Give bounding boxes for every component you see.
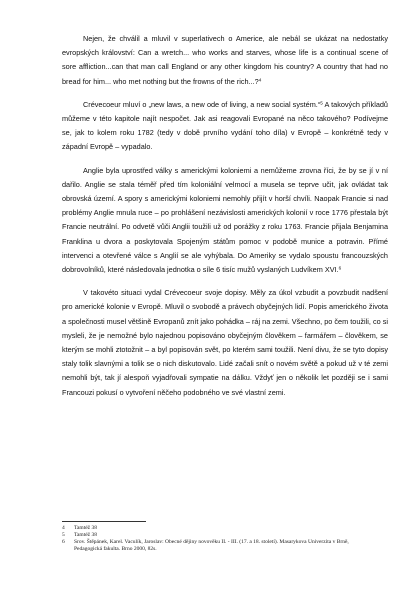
footnote-6	[62, 539, 372, 553]
footnote-ref-6[interactable]: 6	[338, 265, 342, 271]
paragraph-3	[62, 164, 388, 278]
paragraph-2-tail: A takových příkladů můžeme v této kapitole najít nespočet. Jak asi reagovali Evropané na něco takového? Podívejme se, jak to kolem roku 1782 (tedy v době prvního vydání toho díla) v Evropě – konkrétně tedy v západní Evropě – vypadalo.	[62, 99, 388, 152]
paragraph-2	[62, 98, 388, 155]
paragraph-4-text: V takovéto situaci vydal Crévecoeur svoje dopisy. Měly za úkol vzbudit a povzbudit nadšení pro americké kolonie v Evropě. Mluvil o svobodě a právech obyčejných lidí. Popis amerického života a společnosti musel většině Evropanů znít jako pohádka – ráj na zemi. Všechno, po čem toužili, co si mysleli, že je nemožné bylo najednou popisováno obyčejným člověkem – farmářem – člověkem, se kterým se mohli ztotožnit – a byl popisován svět, po kterém sami toužili. Není divu, že se tyto dopisy staly tolik slavnými a tolik se o nich diskutovalo. Lidé začali snít o novém světě a pokud už v té zemi nemohli být, tak jí alespoň vyjadřovali sympatie na dálku. Vždyť jen o několik let později se i sami Francouzi pokusí o vytvoření něčeho podobného ve své vlastní zemi.	[62, 288, 388, 397]
footnote-number: 6	[62, 539, 65, 545]
paragraph-3-text: Anglie byla uprostřed války s americkými koloniemi a nemůžeme zrovna říci, že by se jí v ní dařilo. Anglie se stala téměř před tím koloniální velmocí a musela se teprve učit, jak ovládat tak obrovská území. A spory s americkými koloniemi nemohly přijít v horší chvíli. Naopak Francie si nad problémy Anglie mnula ruce – po prohlášení nezávislosti amerických kolonií v roce 1776 přestala být Francie neutrální. Po odvetě vůči Anglii toužili už od porážky z roku 1763. Francie přijala Benjamina Franklina u dvora a poskytovala Spojeným státům pomoc v podobě munice a potravin. Přímé intervenci a otevřené válce s Anglií se ale vyhýbala. Do Ameriky se vydalo spoustu francouzských dobrovolníků, které následovala jednotka o síle 6 tisíc mužů vyslaných Ludvíkem XVI.	[62, 165, 388, 275]
footnotes	[62, 525, 372, 553]
footnote-ref-4[interactable]: 4	[258, 77, 262, 83]
footnote-text: Tamtéž 38	[74, 532, 97, 538]
footnote-5	[62, 532, 372, 539]
footnote-number: 5	[62, 532, 65, 538]
paragraph-4	[62, 286, 388, 400]
footnote-text: Tamtéž 38	[74, 525, 97, 531]
paragraph-2-text: Crévecoeur mluví o „new laws, a new ode of living, a new social systém.“	[83, 99, 321, 109]
footnote-number: 4	[62, 525, 65, 531]
paragraph-1-text: Nejen, že chválil a mluvil v superlativech o Americe, ale nebál se ukázat na nedostatky evropských království: Can a wretch... who works and starves, whose life is a continual scene of sore affliction...can that man call England or any other kingdom his country? A country that had no bread for him... who met nothing but the frowns of the rich...?	[62, 34, 388, 86]
footnote-text: Srov. Štěpánek, Karel. Vaculík, Jaroslav: Obecné dějiny novověku II. - III. (17. a 18. století). Masarykova Univerzita v Brně, Pedagogická fakulta. Brno 2000, 82s.	[74, 539, 349, 552]
footnote-4	[62, 525, 372, 532]
document-body	[62, 32, 388, 409]
paragraph-1	[62, 32, 388, 89]
footnote-ref-5[interactable]: 5	[320, 100, 323, 106]
footnote-separator	[62, 521, 146, 522]
